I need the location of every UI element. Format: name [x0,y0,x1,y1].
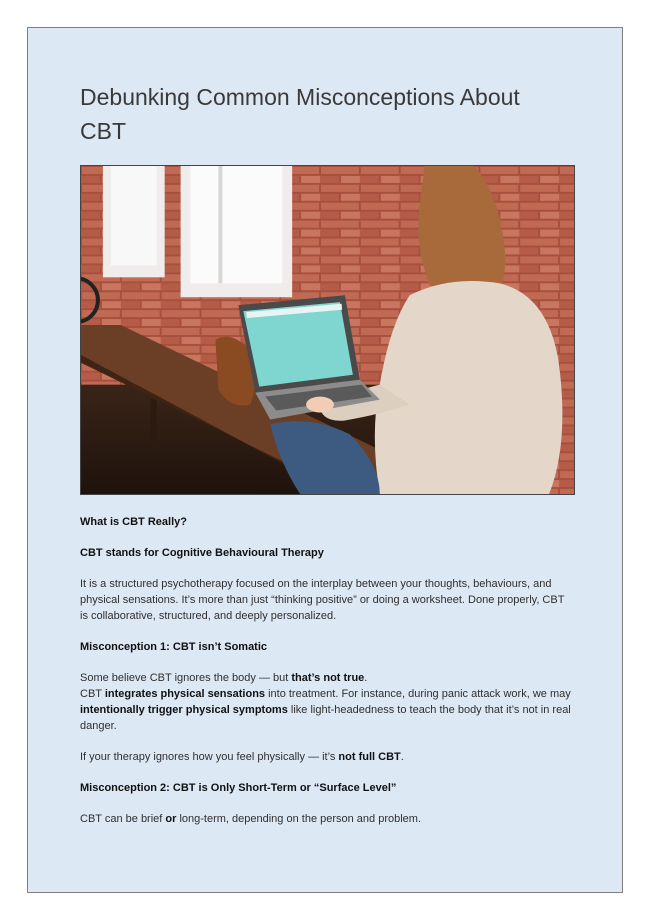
section-heading-misconception-2: Misconception 2: CBT is Only Short-Term or “Surface Level” [80,782,397,794]
photo-illustration [81,166,574,494]
what-is-paragraph: It is a structured psychotherapy focused on the interplay between your thoughts, behaviours, and physical sensations. It’s more than just “thinking positive” or doing a worksheet. Done properly, CBT is collaborative, structured, and deeply personalized. [80,578,565,622]
section-subheading-cbt-stands-for: CBT stands for Cognitive Behavioural Therapy [80,547,324,559]
photo-woman-laptop [80,165,575,495]
section-heading-misconception-1: Misconception 1: CBT isn’t Somatic [80,641,268,653]
misconception-1-paragraph-1: Some believe CBT ignores the body — but that’s not true. [80,672,368,684]
page-title: Debunking Common Misconceptions About CBT [80,84,520,144]
section-heading-what-is: What is CBT Really? [80,516,187,528]
document-page [27,27,623,893]
misconception-2-paragraph-1: CBT can be brief or long-term, depending on the person and problem. [80,813,422,825]
misconception-1-paragraph-3: If your therapy ignores how you feel physically — it’s not full CBT. [80,751,404,763]
article-body [80,514,575,827]
misconception-1-paragraph-2: CBT integrates physical sensations into treatment. For instance, during panic attack work, we may intentionally trigger physical symptoms like light-headedness to teach the body that it’s not in real danger. [80,688,571,732]
